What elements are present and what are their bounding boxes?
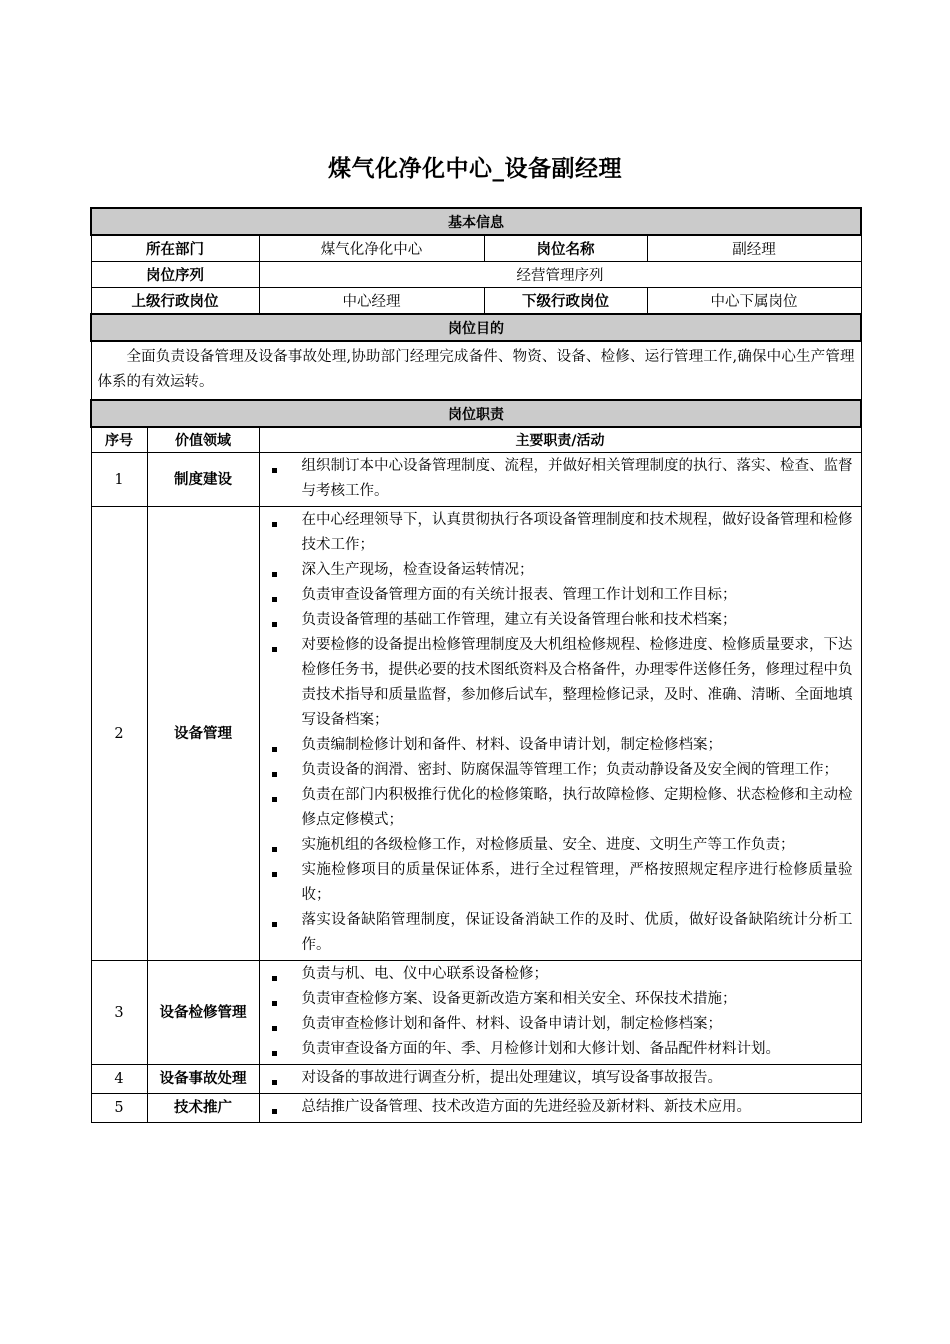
duty-item: 实施检修项目的质量保证体系，进行全过程管理，严格按照规定程序进行检修质量验收； (264, 858, 853, 908)
duty-item: 负责在部门内积极推行优化的检修策略，执行故障检修、定期检修、状态检修和主动检修点定修模式； (264, 783, 853, 833)
duty-item: 负责审查检修计划和备件、材料、设备申请计划，制定检修档案； (264, 1012, 853, 1037)
duty-item: 对要检修的设备提出检修管理制度及大机组检修规程、检修进度、检修质量要求，下达检修任务书，提供必要的技术图纸资料及合格备件，办理零件送修任务，修理过程中负责技术指导和质量监督，参加修后试车，整理检修记录，及时、准确、清晰、全面地填写设备档案； (264, 633, 853, 733)
column-header-no: 序号 (91, 427, 147, 453)
job-description-table (90, 207, 862, 1123)
duty-row-area: 技术推广 (147, 1094, 259, 1123)
duty-item: 负责审查设备管理方面的有关统计报表、管理工作计划和工作目标； (264, 583, 853, 608)
superior-value: 中心经理 (259, 288, 484, 315)
duty-list (264, 962, 853, 1062)
duty-row (91, 1094, 861, 1123)
duty-row-number: 3 (91, 961, 147, 1065)
duty-list (264, 508, 853, 958)
duty-row-number: 1 (91, 453, 147, 507)
column-header-area: 价值领域 (147, 427, 259, 453)
duty-row (91, 961, 861, 1065)
duty-row (91, 453, 861, 507)
duty-item: 负责编制检修计划和备件、材料、设备申请计划，制定检修档案； (264, 733, 853, 758)
department-value: 煤气化净化中心 (259, 235, 484, 262)
duty-row (91, 1065, 861, 1094)
duty-item: 负责设备管理的基础工作管理，建立有关设备管理台帐和技术档案； (264, 608, 853, 633)
duty-list (264, 454, 853, 504)
department-label: 所在部门 (91, 235, 259, 262)
duty-row-number: 4 (91, 1065, 147, 1094)
sequence-label: 岗位序列 (91, 262, 259, 288)
section-header-duties: 岗位职责 (91, 400, 861, 427)
superior-label: 上级行政岗位 (91, 288, 259, 315)
duty-row-area: 设备管理 (147, 507, 259, 961)
page-title: 煤气化净化中心_设备副经理 (328, 156, 622, 182)
duty-row-number: 5 (91, 1094, 147, 1123)
duty-item: 负责审查检修方案、设备更新改造方案和相关安全、环保技术措施； (264, 987, 853, 1012)
duty-item: 负责审查设备方面的年、季、月检修计划和大修计划、备品配件材料计划。 (264, 1037, 853, 1062)
duty-list (264, 1095, 853, 1120)
duty-row-area: 设备事故处理 (147, 1065, 259, 1094)
section-header-purpose: 岗位目的 (91, 314, 861, 341)
position-name-value: 副经理 (647, 235, 861, 262)
duty-item: 在中心经理领导下，认真贯彻执行各项设备管理制度和技术规程，做好设备管理和检修技术工作； (264, 508, 853, 558)
subordinate-value: 中心下属岗位 (647, 288, 861, 315)
duty-row (91, 507, 861, 961)
duty-item: 对设备的事故进行调查分析，提出处理建议，填写设备事故报告。 (264, 1066, 853, 1091)
column-header-main-duties: 主要职责/活动 (259, 427, 861, 453)
duty-item: 负责与机、电、仪中心联系设备检修； (264, 962, 853, 987)
position-name-label: 岗位名称 (484, 235, 647, 262)
duty-row-number: 2 (91, 507, 147, 961)
duty-item: 总结推广设备管理、技术改造方面的先进经验及新材料、新技术应用。 (264, 1095, 853, 1120)
duty-row-area: 设备检修管理 (147, 961, 259, 1065)
sequence-value: 经营管理序列 (259, 262, 861, 288)
section-header-basic-info: 基本信息 (91, 208, 861, 235)
duty-list (264, 1066, 853, 1091)
duty-item: 落实设备缺陷管理制度，保证设备消缺工作的及时、优质，做好设备缺陷统计分析工作。 (264, 908, 853, 958)
duty-item: 负责设备的润滑、密封、防腐保温等管理工作；负责动静设备及安全阀的管理工作； (264, 758, 853, 783)
duty-item: 实施机组的各级检修工作，对检修质量、安全、进度、文明生产等工作负责； (264, 833, 853, 858)
duty-item: 组织制订本中心设备管理制度、流程，并做好相关管理制度的执行、落实、检查、监督与考核工作。 (264, 454, 853, 504)
duty-item: 深入生产现场，检查设备运转情况； (264, 558, 853, 583)
duty-row-area: 制度建设 (147, 453, 259, 507)
purpose-text: 全面负责设备管理及设备事故处理,协助部门经理完成备件、物资、设备、检修、运行管理工作,确保中心生产管理体系的有效运转。 (91, 341, 861, 400)
subordinate-label: 下级行政岗位 (484, 288, 647, 315)
